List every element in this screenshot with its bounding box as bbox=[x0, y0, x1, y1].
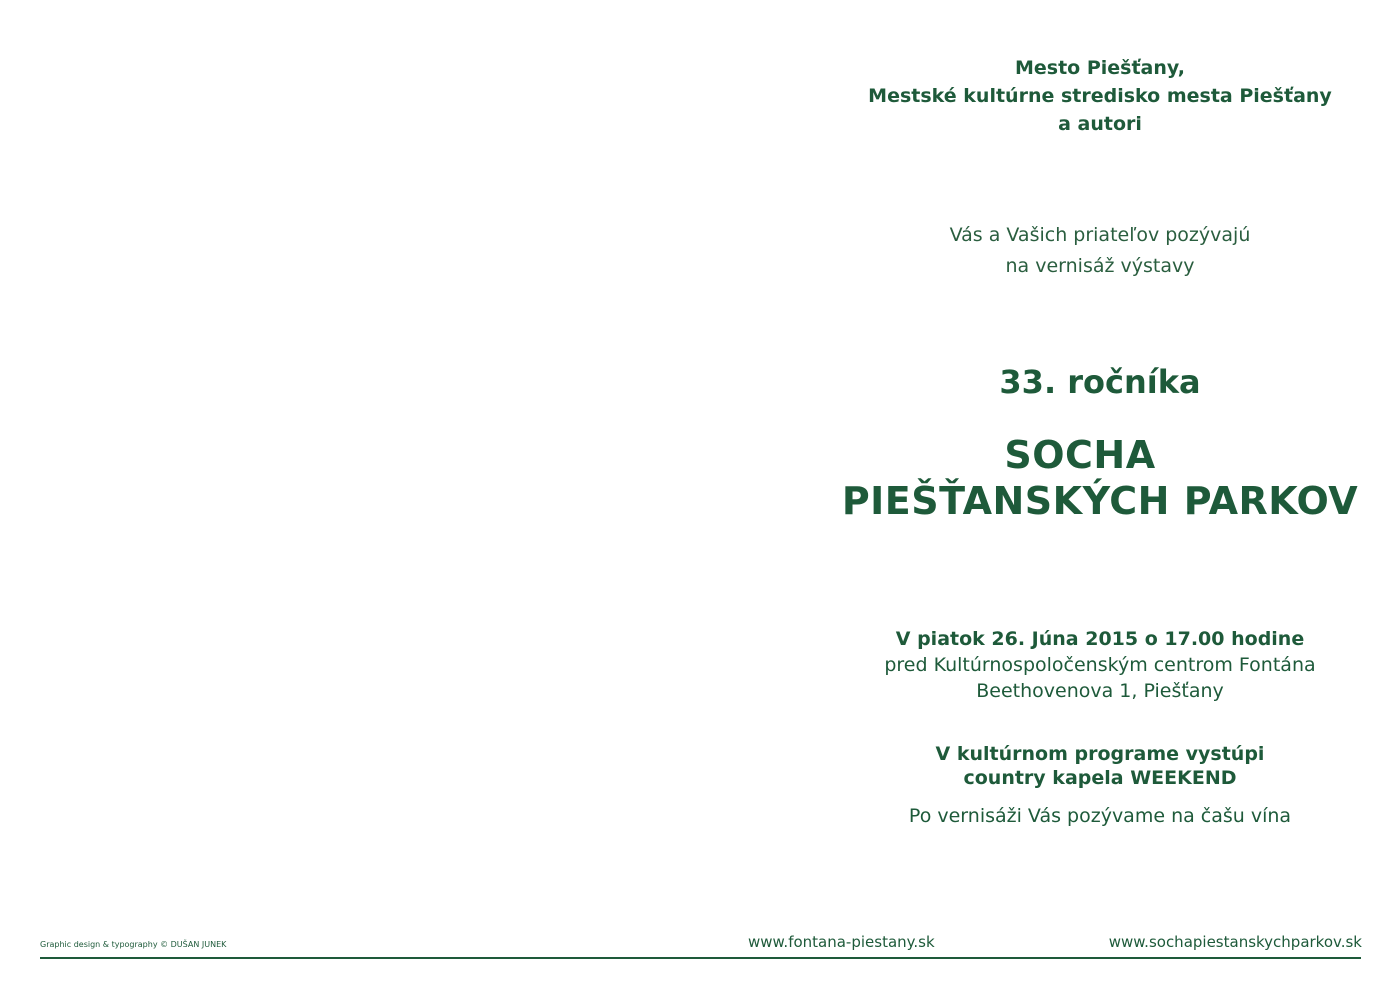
program-block bbox=[820, 742, 1380, 790]
invitation-line: na vernisáž výstavy bbox=[1005, 255, 1195, 277]
invitation-line: Vás a Vašich priateľov pozývajú bbox=[949, 224, 1251, 246]
event-details bbox=[820, 626, 1380, 704]
event-venue: pred Kultúrnospoločenským centrom Fontána bbox=[884, 654, 1316, 676]
invitation-block bbox=[820, 220, 1380, 282]
website-link-socha[interactable]: www.sochapiestanskychparkov.sk bbox=[1108, 933, 1362, 951]
title-line: SOCHA bbox=[1004, 433, 1156, 477]
event-address: Beethovenova 1, Piešťany bbox=[976, 680, 1224, 702]
wine-text: Po vernisáži Vás pozývame na čašu vína bbox=[908, 805, 1292, 827]
organizers-block bbox=[820, 54, 1380, 138]
edition-heading bbox=[820, 362, 1380, 402]
edition-text: 33. ročníka bbox=[999, 363, 1201, 401]
organizer-line: a autori bbox=[1058, 113, 1142, 135]
organizer-line: Mestské kultúrne stredisko mesta Piešťany bbox=[868, 85, 1332, 107]
design-credit: Graphic design & typography © DUŠAN JUNEK bbox=[40, 940, 227, 949]
organizer-line: Mesto Piešťany, bbox=[1014, 57, 1186, 79]
wine-note bbox=[820, 803, 1380, 829]
event-datetime: V piatok 26. Júna 2015 o 17.00 hodine bbox=[895, 628, 1305, 650]
footer-divider bbox=[40, 957, 1361, 959]
program-line: V kultúrnom programe vystúpi bbox=[935, 743, 1265, 765]
website-link-fontana[interactable]: www.fontana-piestany.sk bbox=[748, 933, 935, 951]
title-line: PIEŠŤANSKÝCH PARKOV bbox=[841, 479, 1359, 523]
exhibition-title bbox=[820, 432, 1380, 524]
program-line: country kapela WEEKEND bbox=[963, 767, 1237, 789]
